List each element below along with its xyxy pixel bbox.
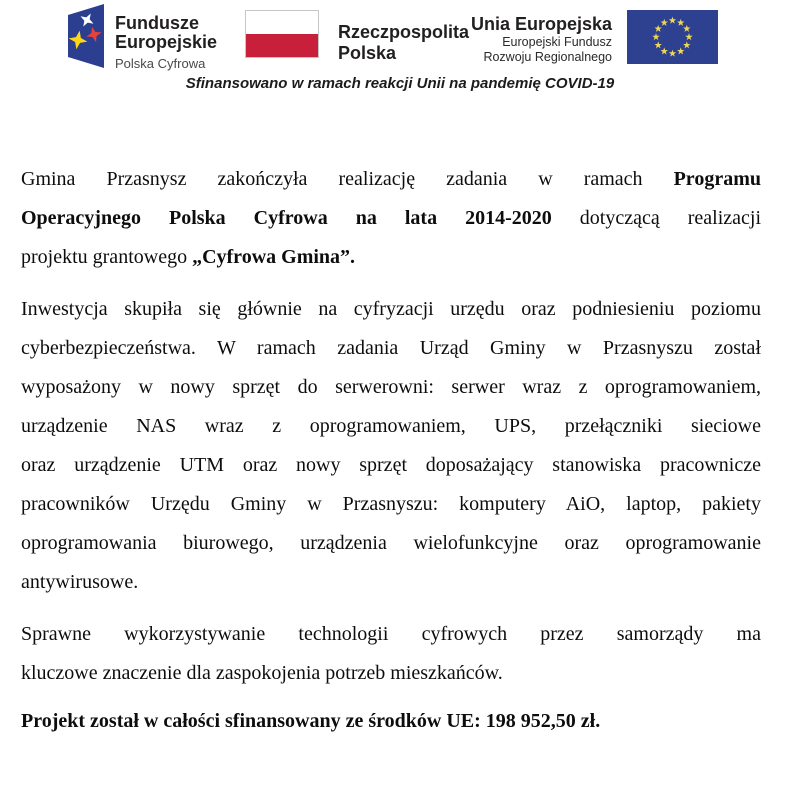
text-line [21, 160, 761, 199]
text-line [21, 290, 761, 329]
fe-title-line1: Fundusze [115, 13, 199, 33]
text-segment: kluczowe znaczenie dla zaspokojenia potrzeb mieszkańców. [21, 662, 503, 684]
logo-fundusze-europejskie [68, 4, 217, 71]
paragraph [21, 702, 761, 741]
logo-rzeczpospolita-polska [245, 10, 469, 64]
text-segment: Sprawne wykorzystywanie technologii cyfrowych przez samorządy ma [21, 623, 761, 645]
pl-title-line1: Rzeczpospolita [338, 22, 470, 42]
covid-funding-note: Sfinansowano w ramach reakcji Unii na pandemię COVID-19 [185, 75, 615, 92]
fe-subtitle: Polska Cyfrowa [115, 56, 206, 71]
logo-strip [0, 2, 800, 70]
eu-subtitle-line2: Rozwoju Regionalnego [483, 50, 612, 64]
eu-flag-icon [627, 10, 718, 64]
paragraph [21, 160, 761, 277]
poland-flag-icon [245, 10, 319, 58]
text-segment: Inwestycja skupiła się głównie na cyfryzacji urzędu oraz podniesieniu poziomu [21, 298, 761, 320]
text-segment: antywirusowe. [21, 571, 139, 593]
text-segment: dotyczącą realizacji [551, 207, 761, 229]
bold-text-segment: Projekt został w całości sfinansowany ze środków UE: 198 952,50 zł. [21, 710, 601, 732]
text-segment: projektu grantowego [21, 246, 193, 268]
fundusze-europejskie-text [115, 4, 217, 71]
eu-subtitle-line1: Europejski Fundusz [502, 35, 612, 49]
unia-europejska-text [471, 10, 612, 65]
poland-flag-red-stripe [246, 34, 318, 57]
pl-title-line2: Polska [338, 43, 397, 63]
text-line [21, 485, 761, 524]
eu-funds-flag-icon [68, 4, 104, 68]
fe-title-line2: Europejskie [115, 32, 218, 52]
text-line [21, 654, 761, 693]
text-line [21, 407, 761, 446]
text-line [21, 615, 761, 654]
text-line [21, 238, 761, 277]
paragraph [21, 290, 761, 602]
text-line [21, 329, 761, 368]
bold-text-segment: „Cyfrowa Gmina”. [192, 246, 356, 268]
text-line [21, 368, 761, 407]
poland-flag-white-stripe [246, 11, 318, 34]
text-line [21, 702, 761, 741]
text-line [21, 524, 761, 563]
logo-unia-europejska [471, 10, 718, 65]
text-segment: cyberbezpieczeństwa. W ramach zadania Urząd Gminy w Przasnyszu został [21, 337, 761, 359]
eu-title: Unia Europejska [470, 14, 612, 34]
bold-text-segment: Operacyjnego Polska Cyfrowa na lata 2014-2020 [21, 207, 552, 229]
document-body [21, 160, 761, 754]
text-line [21, 563, 761, 602]
text-segment: oprogramowania biurowego, urządzenia wielofunkcyjne oraz oprogramowanie [21, 532, 761, 554]
text-line [21, 446, 761, 485]
text-segment: pracowników Urzędu Gminy w Przasnyszu: komputery AiO, laptop, pakiety [21, 493, 761, 515]
text-segment: oraz urządzenie UTM oraz nowy sprzęt doposażający stanowiska pracownicze [21, 454, 761, 476]
rzeczpospolita-polska-text [338, 10, 469, 64]
text-segment: urządzenie NAS wraz z oprogramowaniem, UPS, przełączniki sieciowe [21, 415, 761, 437]
text-segment: Gmina Przasnysz zakończyła realizację zadania w ramach [21, 168, 674, 190]
text-segment: wyposażony w nowy sprzęt do serwerowni: serwer wraz z oprogramowaniem, [21, 376, 761, 398]
bold-text-segment: Programu [673, 168, 761, 190]
text-line [21, 199, 761, 238]
paragraph [21, 615, 761, 693]
